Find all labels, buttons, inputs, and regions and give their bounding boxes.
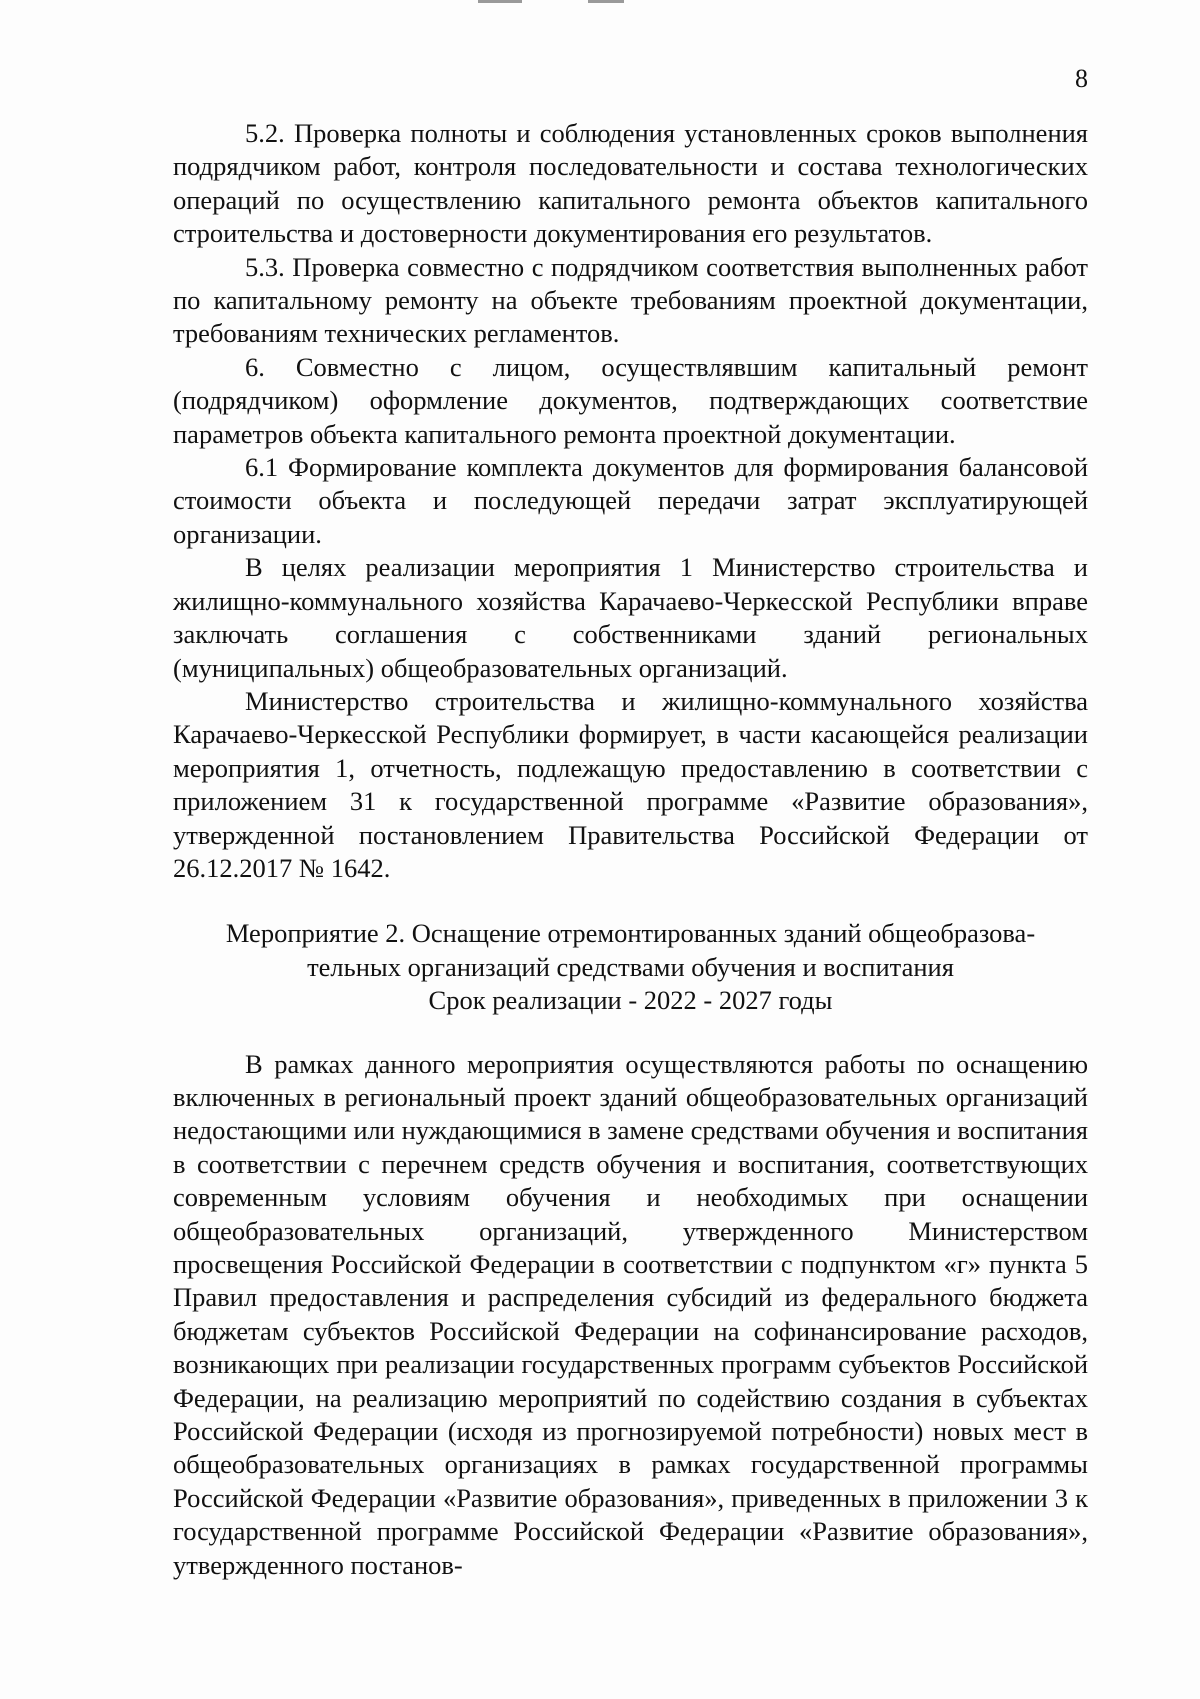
scan-artifact-mark [588,0,624,3]
section-heading [173,917,1088,1017]
paragraph-6: 6. Совместно с лицом, осуществлявшим капитальный ремонт (подрядчиком) оформление документов, подтверждающих соответствие параметров объекта капитального ремонта проектной документации. [173,351,1088,449]
page-number: 8 [1075,64,1088,93]
paragraph-agreements: В целях реализации мероприятия 1 Министерство строительства и жилищно-коммунального хозяйства Карачаево-Черкесской Республики вправе заключать соглашения с собственниками зданий региональных (муниципальных) общеобразовательных организаций. [173,552,1088,683]
section-heading-line: Мероприятие 2. Оснащение отремонтированных зданий общеобразова- [225,918,1036,949]
section-heading-line: тельных организаций средствами обучения и воспитания [307,951,954,982]
document-body [173,117,1088,1582]
paragraph-reporting: Министерство строительства и жилищно-коммунального хозяйства Карачаево-Черкесской Республики формирует, в части касающейся реализации мероприятия 1, отчетность, подлежащую предоставлению в соответствии с приложением 31 к государственной программе «Развитие образования», утвержденной постановлением Правительства Российской Федерации от 26.12.2017 № 1642. [173,685,1088,883]
paragraph-measure-2: В рамках данного мероприятия осуществляются работы по оснащению включенных в региональный проект зданий общеобразовательных организаций недостающими или нуждающимися в замене средствами обучения и воспитания в соответствии с перечнем средств обучения и воспитания, соответствующих современным условиям обучения и необходимых при оснащении общеобразовательных организаций, утвержденного Министерством просвещения Российской Федерации в соответствии с подпунктом «г» пункта 5 Правил предоставления и распределения субсидий из федерального бюджета бюджетам субъектов Российской Федерации на софинансирование расходов, возникающих при реализации государственных программ субъектов Российской Федерации, на реализацию мероприятий по содействию создания в субъектах Российской Федерации (исходя из прогнозируемой потребности) новых мест в общеобразовательных организациях в рамках государственной программы Российской Федерации «Развитие образования», приведенных в приложении 3 к государственной программе Российской Федерации «Развитие образования», утвержденного постанов- [173,1048,1088,1580]
section-heading-term: Срок реализации - 2022 - 2027 годы [428,985,833,1016]
paragraph-5-2: 5.2. Проверка полноты и соблюдения установленных сроков выполнения подрядчиком работ, контроля последовательности и состава технологических операций по осуществлению капитального ремонта объектов капитального строительства и достоверности документирования его результатов. [173,118,1088,249]
paragraph-6-1: 6.1 Формирование комплекта документов для формирования балансовой стоимости объекта и последующей передачи затрат эксплуатирующей организации. [173,452,1088,549]
paragraph-5-3: 5.3. Проверка совместно с подрядчиком соответствия выполненных работ по капитальному ремонту на объекте требованиям проектной документации, требованиям технических регламентов. [173,251,1088,349]
scan-artifact-mark [478,0,522,3]
